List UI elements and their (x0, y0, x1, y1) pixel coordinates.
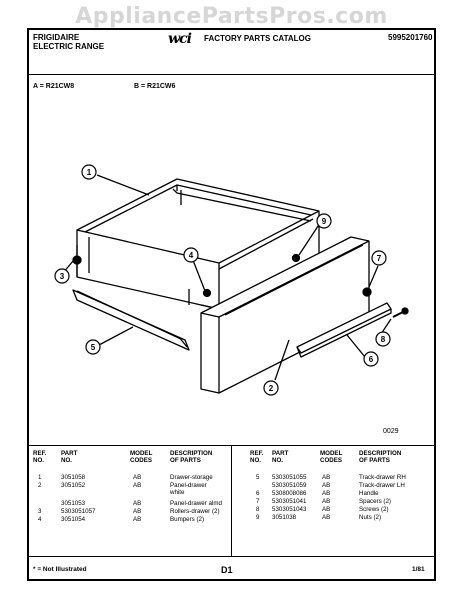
model-b: B = R21CW6 (134, 83, 176, 90)
callout-7 (372, 251, 386, 265)
col-ref-no: NO. (250, 457, 262, 464)
svg-text:4: 4 (188, 251, 194, 260)
svg-text:3: 3 (59, 272, 65, 281)
col-ref: REF. (250, 450, 264, 457)
callout-1 (82, 165, 96, 179)
wci-logo-icon (168, 31, 202, 45)
svg-text:2: 2 (268, 384, 274, 393)
model-a: A = R21CW8 (33, 83, 75, 90)
nut-part (293, 255, 300, 262)
diagram-code: 0029 (383, 428, 399, 435)
svg-text:9: 9 (321, 217, 327, 226)
brand-name: FRIGIDAIRE (33, 33, 80, 42)
table-center-divider (231, 446, 232, 556)
svg-text:5: 5 (90, 343, 96, 352)
col-part: PART (272, 450, 289, 457)
svg-text:1: 1 (86, 168, 92, 177)
catalog-number: 5995201760 (388, 33, 433, 42)
header-left (33, 33, 104, 51)
exploded-parts-diagram (29, 95, 429, 425)
svg-text:wci: wci (168, 31, 191, 45)
svg-text:8: 8 (380, 335, 386, 344)
col-codes: CODES (130, 457, 153, 464)
col-of-parts: OF PARTS (170, 457, 201, 464)
product-name: ELECTRIC RANGE (33, 42, 105, 51)
col-of-parts: OF PARTS (359, 457, 390, 464)
col-codes: CODES (320, 457, 343, 464)
callout-8 (376, 332, 390, 346)
col-part-no: NO. (61, 457, 73, 464)
svg-text:6: 6 (368, 355, 374, 364)
col-part: PART (61, 450, 78, 457)
col-desc: DESCRIPTION (170, 450, 213, 457)
callout-6 (364, 352, 378, 366)
wci-logo (168, 31, 202, 45)
page-number: D1 (221, 565, 233, 575)
col-part-no: NO. (272, 457, 284, 464)
revision-date: 1/81 (412, 566, 425, 573)
not-illustrated-note: * = Not Illustrated (33, 566, 87, 573)
col-model: MODEL (130, 450, 153, 457)
roller-part (73, 256, 81, 264)
callout-3 (55, 269, 69, 283)
callout-9 (317, 214, 331, 228)
callout-2 (264, 381, 278, 395)
table-bottom-rule (29, 556, 434, 557)
screw-part (393, 308, 408, 317)
svg-text:7: 7 (376, 254, 382, 263)
col-model: MODEL (320, 450, 343, 457)
callout-4 (184, 248, 198, 262)
header-divider (29, 74, 434, 75)
catalog-title: FACTORY PARTS CATALOG (204, 34, 311, 43)
callout-5 (86, 340, 100, 354)
col-ref-no: NO. (33, 457, 45, 464)
col-desc: DESCRIPTION (359, 450, 402, 457)
spacer-part (363, 288, 371, 296)
col-ref: REF. (33, 450, 47, 457)
watermark: AppliancePartsPros.com (75, 4, 388, 29)
